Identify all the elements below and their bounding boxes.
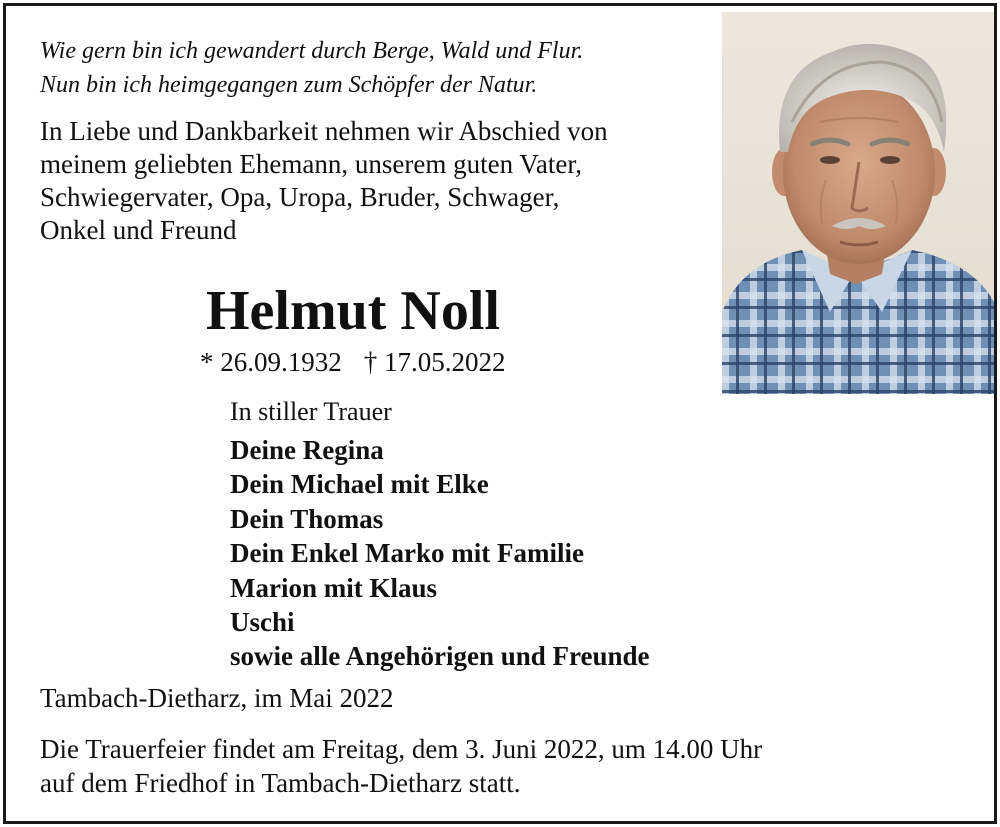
poem-line: Wie gern bin ich gewandert durch Berge, Wald und Flur. — [40, 38, 584, 64]
mourner-name: Uschi — [230, 607, 295, 638]
life-dates — [200, 344, 620, 380]
mourner-name: Dein Enkel Marko mit Familie — [230, 538, 584, 569]
obituary-frame — [3, 3, 997, 824]
service-line: auf dem Friedhof in Tambach-Dietharz statt. — [40, 768, 521, 798]
intro-text — [40, 115, 720, 247]
portrait-photo — [722, 12, 994, 394]
mourners-heading: In stiller Trauer — [230, 397, 392, 426]
poem-line: Nun bin ich heimgegangen zum Schöpfer der Natur. — [40, 72, 538, 98]
mourner-name: Dein Thomas — [230, 503, 384, 534]
intro-line: Schwiegervater, Opa, Uropa, Bruder, Schwager, — [40, 182, 560, 212]
mourner-name: Deine Regina — [230, 435, 384, 465]
service-line: Die Trauerfeier findet am Freitag, dem 3. Juni 2022, um 14.00 Uhr — [40, 734, 763, 764]
deceased-name: Helmut Noll — [206, 280, 500, 342]
intro-line: Onkel und Freund — [40, 215, 237, 245]
mourners-list — [230, 433, 790, 674]
intro-line: meinem geliebten Ehemann, unserem guten Vater, — [40, 149, 582, 179]
mourner-name: Dein Michael mit Elke — [230, 469, 489, 500]
place-and-date: Tambach-Dietharz, im Mai 2022 — [40, 683, 394, 713]
death-date: † 17.05.2022 — [363, 347, 506, 377]
funeral-service-info — [40, 732, 940, 800]
poem — [40, 34, 720, 102]
intro-line: In Liebe und Dankbarkeit nehmen wir Abschied von — [40, 116, 608, 146]
mourner-name: sowie alle Angehörigen und Freunde — [230, 641, 650, 672]
portrait-illustration — [722, 12, 994, 394]
mourner-name: Marion mit Klaus — [230, 572, 437, 603]
birth-date: * 26.09.1932 — [200, 347, 342, 377]
